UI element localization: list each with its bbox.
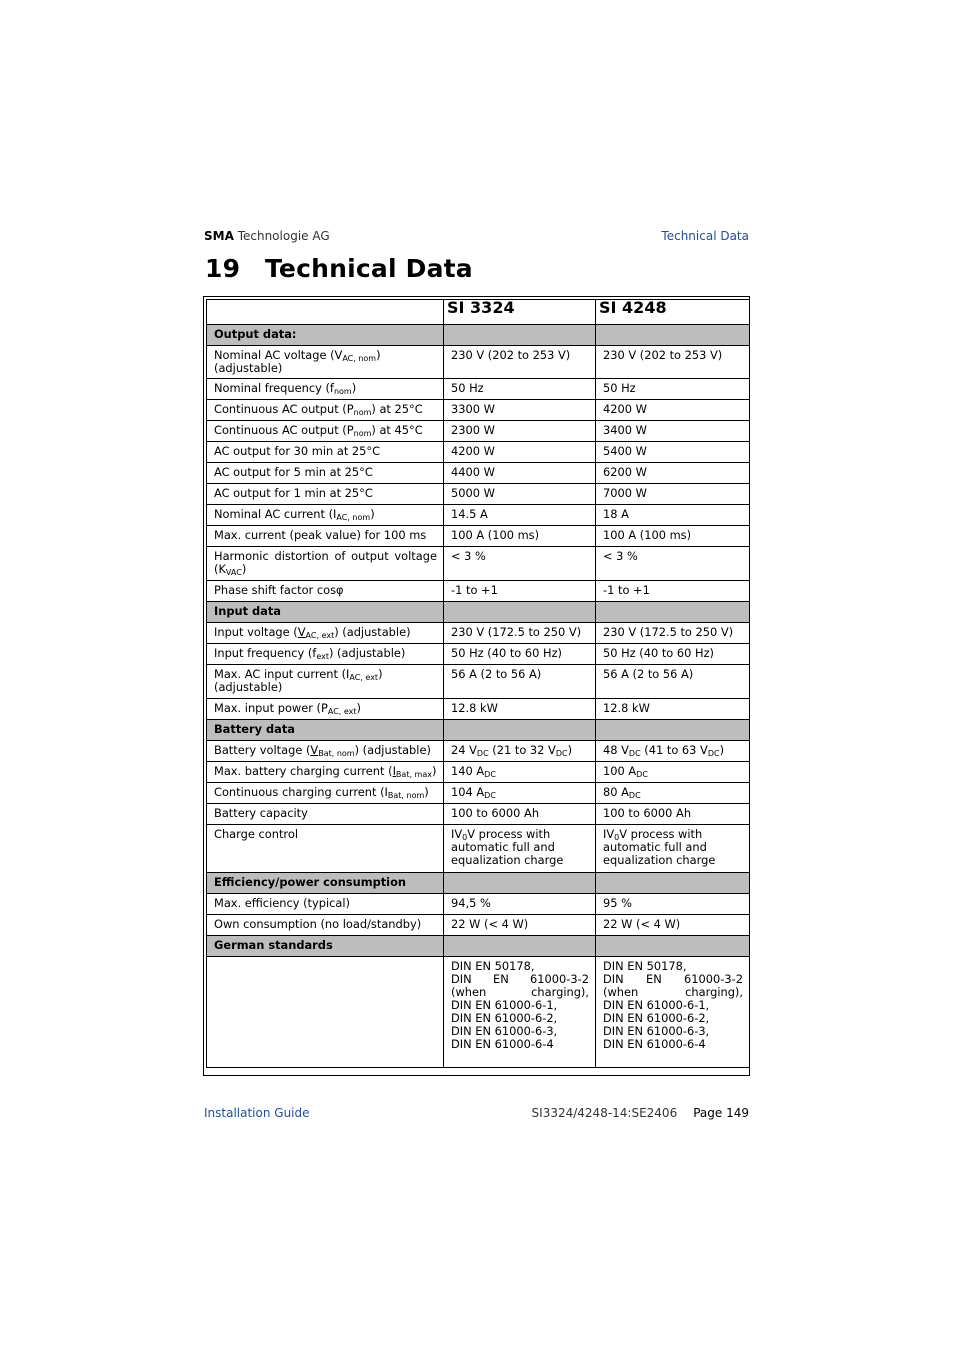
- value-cell-si4248: [596, 720, 750, 741]
- value-cell-si4248: 230 V (202 to 253 V): [596, 346, 750, 379]
- value-cell-si4248: 18 A: [596, 505, 750, 526]
- standard-line: DIN EN 61000-6-4: [603, 1037, 706, 1051]
- value-cell-si4248: 50 Hz (40 to 60 Hz): [596, 644, 750, 665]
- row-label-cell: [207, 957, 444, 1068]
- value-cell-si3324: 2300 W: [444, 421, 596, 442]
- table-row: [207, 825, 750, 873]
- table-row: [207, 804, 750, 825]
- table-row: [207, 581, 750, 602]
- value-cell-si4248: 6200 W: [596, 463, 750, 484]
- row-label-cell: Input voltage $(V_{AC, ext})$ (adjustable): [207, 623, 444, 644]
- value-cell-si4248: 100 to 6000 Ah: [596, 804, 750, 825]
- row-label-cell: Own consumption (no load/standby): [207, 915, 444, 936]
- table-row: [207, 665, 750, 699]
- page-header-section: Technical Data: [661, 229, 749, 243]
- header-cell-si3324: SI 3324: [444, 300, 596, 325]
- table-row: [207, 741, 750, 762]
- row-label-cell: Phase shift factor cosφ: [207, 581, 444, 602]
- row-label-cell: Max. efficiency (typical): [207, 894, 444, 915]
- value-cell-si3324: < 3 %: [444, 547, 596, 581]
- value-cell-si3324: 50 Hz: [444, 379, 596, 400]
- row-label-cell: Battery data: [207, 720, 444, 741]
- value-cell-si3324: 24 $V_{DC}$ (21 to 32 $V_{DC}$): [444, 741, 596, 762]
- standard-line: DIN EN 61000-6-2,: [451, 1011, 558, 1025]
- table-row: [207, 915, 750, 936]
- standard-line: DIN EN 61000-3-2 (when charging),: [603, 972, 743, 999]
- row-label-cell: Output data:: [207, 325, 444, 346]
- section-row: [207, 602, 750, 623]
- row-label-cell: Continuous charging current $(I_{Bat, nom})$: [207, 783, 444, 804]
- footer-page-number: Page 149: [693, 1106, 749, 1120]
- table-row: [207, 484, 750, 505]
- value-cell-si3324: 14.5 A: [444, 505, 596, 526]
- value-cell-si4248: 48 $V_{DC}$ (41 to 63 $V_{DC}$): [596, 741, 750, 762]
- row-label-cell: Max. battery charging current $(I_{Bat, max})$: [207, 762, 444, 783]
- value-cell-si3324: 4200 W: [444, 442, 596, 463]
- standard-line: DIN EN 61000-6-4: [451, 1037, 554, 1051]
- value-cell-si3324: 4400 W: [444, 463, 596, 484]
- row-label-cell: German standards: [207, 936, 444, 957]
- value-cell-si4248: 22 W (< 4 W): [596, 915, 750, 936]
- value-cell-si4248: [596, 936, 750, 957]
- value-cell-si3324: 56 A (2 to 56 A): [444, 665, 596, 699]
- table-row: [207, 957, 750, 1068]
- table-row: [207, 442, 750, 463]
- technical-data-frame: [203, 296, 750, 1076]
- table-body: [207, 300, 750, 1068]
- table-header-row: [207, 300, 750, 325]
- value-cell-si3324: 3300 W: [444, 400, 596, 421]
- table-row: [207, 644, 750, 665]
- technical-data-table: [206, 299, 750, 1068]
- row-label-cell: Max. AC input current $(I_{AC, ext})$ (adjustable): [207, 665, 444, 699]
- standard-line: DIN EN 61000-6-3,: [603, 1024, 710, 1038]
- standard-line: DIN EN 50178,: [603, 959, 687, 973]
- value-cell-si3324: [444, 720, 596, 741]
- value-cell-si4248: $IV_0V$ process with automatic full and equalization charge: [596, 825, 750, 873]
- page-header-company: [204, 229, 330, 243]
- value-cell-si3324: 12.8 kW: [444, 699, 596, 720]
- value-cell-si3324: [444, 957, 596, 1068]
- value-cell-si3324: 94,5 %: [444, 894, 596, 915]
- brand-name: SMA: [204, 229, 234, 243]
- value-cell-si3324: [444, 602, 596, 623]
- row-label-cell: Efficiency/power consumption: [207, 873, 444, 894]
- value-cell-si4248: -1 to +1: [596, 581, 750, 602]
- value-cell-si4248: < 3 %: [596, 547, 750, 581]
- value-cell-si3324: 100 to 6000 Ah: [444, 804, 596, 825]
- section-row: [207, 873, 750, 894]
- header-cell-label: [207, 300, 444, 325]
- standard-line: DIN EN 61000-6-1,: [451, 998, 558, 1012]
- table-row: [207, 421, 750, 442]
- standard-line: DIN EN 61000-6-1,: [603, 998, 710, 1012]
- row-label-cell: AC output for 1 min at 25°C: [207, 484, 444, 505]
- chapter-title: Technical Data: [265, 254, 473, 283]
- value-cell-si4248: 12.8 kW: [596, 699, 750, 720]
- value-cell-si3324: 104 $A_{DC}$: [444, 783, 596, 804]
- value-cell-si4248: 100 A (100 ms): [596, 526, 750, 547]
- table-row: [207, 699, 750, 720]
- row-label-cell: Nominal AC voltage $(V_{AC, nom})$ (adjustable): [207, 346, 444, 379]
- value-cell-si4248: 80 $A_{DC}$: [596, 783, 750, 804]
- value-cell-si3324: 100 A (100 ms): [444, 526, 596, 547]
- row-label-cell: Nominal AC current $(I_{AC, nom})$: [207, 505, 444, 526]
- value-cell-si4248: 5400 W: [596, 442, 750, 463]
- row-label-cell: Continuous AC output $(P_{nom})$ at 45°C: [207, 421, 444, 442]
- footer-doc-info: [532, 1106, 749, 1120]
- footer-doc-id: SI3324/4248-14:SE2406: [531, 1106, 678, 1120]
- table-row: [207, 505, 750, 526]
- value-cell-si3324: $IV_0V$ process with automatic full and equalization charge: [444, 825, 596, 873]
- row-label-cell: Continuous AC output $(P_{nom})$ at 25°C: [207, 400, 444, 421]
- value-cell-si3324: [444, 936, 596, 957]
- header-cell-si4248: SI 4248: [596, 300, 750, 325]
- table-row: [207, 346, 750, 379]
- company-name: Technologie AG: [237, 229, 330, 243]
- table-row: [207, 400, 750, 421]
- row-label-cell: AC output for 30 min at 25°C: [207, 442, 444, 463]
- row-label-cell: Input data: [207, 602, 444, 623]
- value-cell-si3324: [444, 325, 596, 346]
- table-row: [207, 379, 750, 400]
- row-label-cell: Max. current (peak value) for 100 ms: [207, 526, 444, 547]
- value-cell-si3324: 22 W (< 4 W): [444, 915, 596, 936]
- value-cell-si4248: [596, 957, 750, 1068]
- section-row: [207, 720, 750, 741]
- chapter-number: 19: [205, 254, 241, 283]
- value-cell-si4248: [596, 602, 750, 623]
- table-row: [207, 463, 750, 484]
- standard-line: DIN EN 50178,: [451, 959, 535, 973]
- value-cell-si3324: 140 $A_{DC}$: [444, 762, 596, 783]
- value-cell-si3324: 230 V (202 to 253 V): [444, 346, 596, 379]
- value-cell-si4248: 7000 W: [596, 484, 750, 505]
- chapter-heading: [205, 254, 473, 283]
- footer-doc-title: Installation Guide: [204, 1106, 310, 1120]
- value-cell-si4248: 4200 W: [596, 400, 750, 421]
- table-row: [207, 547, 750, 581]
- value-cell-si4248: 230 V (172.5 to 250 V): [596, 623, 750, 644]
- table-row: [207, 762, 750, 783]
- row-label-cell: Battery capacity: [207, 804, 444, 825]
- value-cell-si3324: [444, 873, 596, 894]
- row-label-cell: Charge control: [207, 825, 444, 873]
- value-cell-si4248: 3400 W: [596, 421, 750, 442]
- value-cell-si3324: -1 to +1: [444, 581, 596, 602]
- value-cell-si4248: 100 $A_{DC}$: [596, 762, 750, 783]
- row-label-cell: Harmonic distortion of output voltage $(K_{VAC})$: [207, 547, 444, 581]
- value-cell-si3324: 230 V (172.5 to 250 V): [444, 623, 596, 644]
- standard-line: DIN EN 61000-6-3,: [451, 1024, 558, 1038]
- table-row: [207, 894, 750, 915]
- row-label-cell: Battery voltage $(V_{Bat, nom})$ (adjustable): [207, 741, 444, 762]
- value-cell-si4248: [596, 873, 750, 894]
- row-label-cell: Input frequency $(f_{ext})$ (adjustable): [207, 644, 444, 665]
- standard-line: DIN EN 61000-3-2 (when charging),: [451, 972, 589, 999]
- value-cell-si4248: 56 A (2 to 56 A): [596, 665, 750, 699]
- standard-line: DIN EN 61000-6-2,: [603, 1011, 710, 1025]
- section-row: [207, 325, 750, 346]
- table-row: [207, 623, 750, 644]
- row-label-cell: Nominal frequency $(f_{nom})$: [207, 379, 444, 400]
- row-label-cell: AC output for 5 min at 25°C: [207, 463, 444, 484]
- value-cell-si3324: 5000 W: [444, 484, 596, 505]
- table-row: [207, 526, 750, 547]
- value-cell-si4248: 95 %: [596, 894, 750, 915]
- value-cell-si3324: 50 Hz (40 to 60 Hz): [444, 644, 596, 665]
- section-row: [207, 936, 750, 957]
- table-row: [207, 783, 750, 804]
- value-cell-si4248: 50 Hz: [596, 379, 750, 400]
- row-label-cell: Max. input power $(P_{AC, ext})$: [207, 699, 444, 720]
- value-cell-si4248: [596, 325, 750, 346]
